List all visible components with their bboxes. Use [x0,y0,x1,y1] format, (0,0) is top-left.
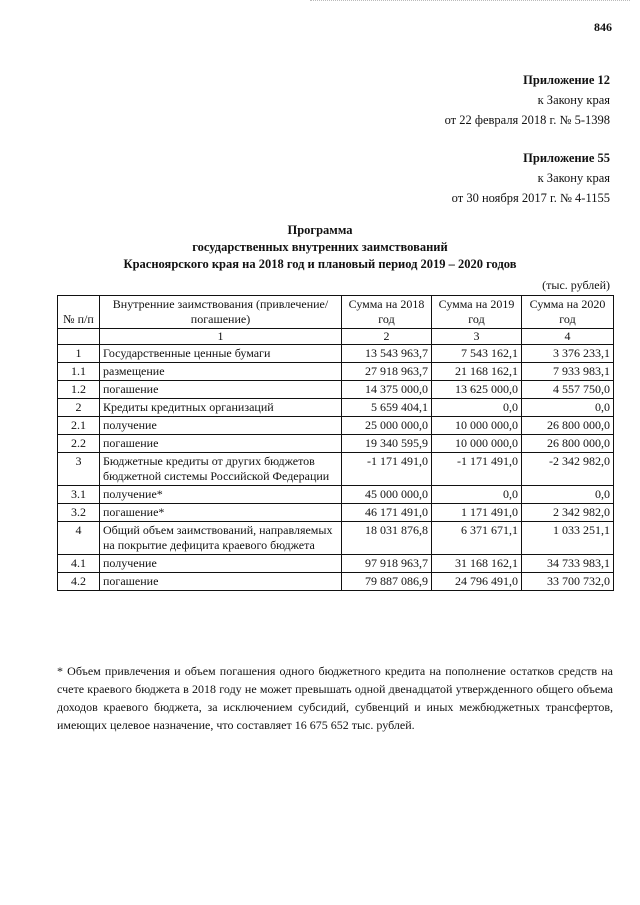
value-2019: 24 796 491,0 [432,573,522,591]
row-name: Бюджетные кредиты от других бюджетов бюджетной системы Российской Федерации [100,453,342,486]
row-name: Кредиты кредитных организаций [100,399,342,417]
table-row [58,504,614,522]
value-2018: -1 171 491,0 [342,453,432,486]
row-number: 1.1 [58,363,100,381]
row-name: получение [100,417,342,435]
appendix-line: к Закону края [537,171,610,185]
value-2018: 79 887 086,9 [342,573,432,591]
table-row [58,417,614,435]
value-2020: 2 342 982,0 [522,504,614,522]
value-2020: 26 800 000,0 [522,435,614,453]
value-2018: 46 171 491,0 [342,504,432,522]
value-2020: 7 933 983,1 [522,363,614,381]
row-number: 2.2 [58,435,100,453]
value-2019: 0,0 [432,486,522,504]
index-cell: 1 [100,329,342,345]
index-cell: 4 [522,329,614,345]
table-row [58,363,614,381]
row-name: размещение [100,363,342,381]
value-2018: 14 375 000,0 [342,381,432,399]
value-2020: 34 733 983,1 [522,555,614,573]
page-number: 846 [594,20,612,34]
value-2020: 1 033 251,1 [522,522,614,555]
value-2019: -1 171 491,0 [432,453,522,486]
table-row [58,399,614,417]
title-line: Красноярского края на 2018 год и плановый период 2019 – 2020 годов [123,257,517,271]
table-row [58,453,614,486]
appendix-title: Приложение 12 [523,73,610,87]
value-2020: 4 557 750,0 [522,381,614,399]
appendix-title: Приложение 55 [523,151,610,165]
value-2019: 10 000 000,0 [432,417,522,435]
value-2018: 45 000 000,0 [342,486,432,504]
table-row [58,522,614,555]
row-number: 1.2 [58,381,100,399]
appendix-line: от 30 ноября 2017 г. № 4-1155 [451,191,610,205]
row-name: погашение [100,381,342,399]
value-2019: 0,0 [432,399,522,417]
appendix-line: к Закону края [537,93,610,107]
value-2018: 18 031 876,8 [342,522,432,555]
row-number: 4 [58,522,100,555]
value-2018: 27 918 963,7 [342,363,432,381]
row-number: 4.1 [58,555,100,573]
value-2020: 33 700 732,0 [522,573,614,591]
scan-artifact [310,0,630,5]
value-2018: 25 000 000,0 [342,417,432,435]
document-title [0,222,640,273]
table-row [58,381,614,399]
value-2019: 1 171 491,0 [432,504,522,522]
value-2020: -2 342 982,0 [522,453,614,486]
value-2018: 97 918 963,7 [342,555,432,573]
table-row [58,345,614,363]
value-2018: 19 340 595,9 [342,435,432,453]
row-number: 1 [58,345,100,363]
value-2019: 31 168 162,1 [432,555,522,573]
value-2019: 7 543 162,1 [432,345,522,363]
borrowings-table [57,295,614,591]
footnote: * Объем привлечения и объем погашения одного бюджетного кредита на пополнение остатков средств на счете краевого бюджета в 2018 году не может превышать одной двенадцатой утвержденного общего объема доходов краевого бюджета, за исключением субсидий, субвенций и иных межбюджетных трансфертов, имеющих целевое назначение, что составляет 16 675 652 тыс. рублей. [57,664,613,732]
row-number: 2 [58,399,100,417]
value-2018: 5 659 404,1 [342,399,432,417]
row-name: получение [100,555,342,573]
row-number: 3.1 [58,486,100,504]
row-number: 3 [58,453,100,486]
appendix-12-block [445,70,610,130]
value-2019: 21 168 162,1 [432,363,522,381]
table-row [58,435,614,453]
value-2019: 10 000 000,0 [432,435,522,453]
value-2020: 0,0 [522,486,614,504]
header-row [58,296,614,329]
row-number: 4.2 [58,573,100,591]
table-row [58,555,614,573]
value-2020: 3 376 233,1 [522,345,614,363]
header-2018: Сумма на 2018 год [342,296,432,329]
index-cell: 3 [432,329,522,345]
header-2019: Сумма на 2019 год [432,296,522,329]
header-name: Внутренние заимствования (привлечение/ погашение) [100,296,342,329]
value-2019: 13 625 000,0 [432,381,522,399]
index-cell [58,329,100,345]
index-row [58,329,614,345]
index-cell: 2 [342,329,432,345]
units-label: (тыс. рублей) [542,278,610,292]
title-line: Программа [287,223,353,237]
row-name: получение* [100,486,342,504]
title-line: государственных внутренних заимствований [192,240,448,254]
value-2018: 13 543 963,7 [342,345,432,363]
table-row [58,573,614,591]
header-no: № п/п [58,296,100,329]
row-name: Государственные ценные бумаги [100,345,342,363]
header-2020: Сумма на 2020 год [522,296,614,329]
appendix-55-block [452,148,610,208]
row-name: Общий объем заимствований, направляемых на покрытие дефицита краевого бюджета [100,522,342,555]
row-number: 2.1 [58,417,100,435]
value-2020: 26 800 000,0 [522,417,614,435]
row-name: погашение* [100,504,342,522]
value-2019: 6 371 671,1 [432,522,522,555]
appendix-line: от 22 февраля 2018 г. № 5-1398 [444,113,610,127]
value-2020: 0,0 [522,399,614,417]
row-number: 3.2 [58,504,100,522]
table-row [58,486,614,504]
row-name: погашение [100,435,342,453]
row-name: погашение [100,573,342,591]
